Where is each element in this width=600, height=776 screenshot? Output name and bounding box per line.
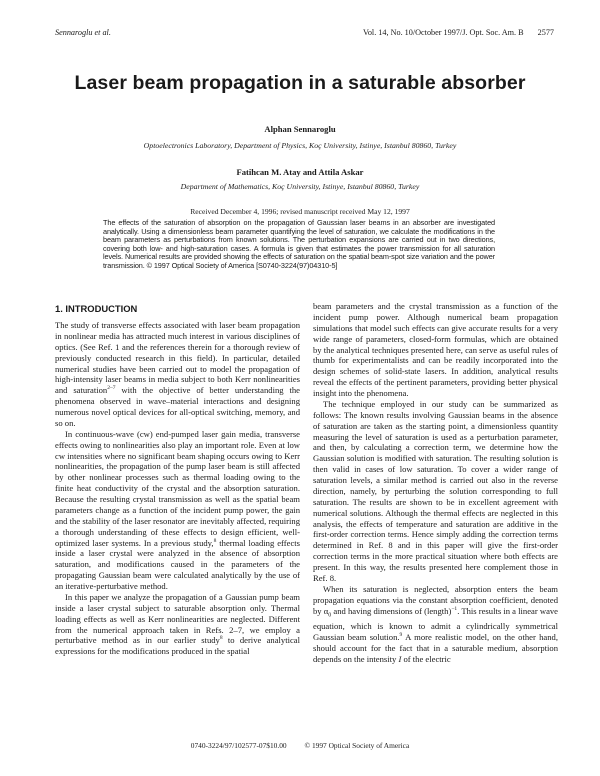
paragraph: beam parameters and the crystal transmission as a function of the incident pump power. Although numerical beam propagation simulations that model such effects can give accurate results for a very wide range of parameters, closed-form formulas, which are obtained by the analytical techniques presented here, can serve as useful rules of thumb for experimentalists and can be readily incorporated into the design schemes of solid-state lasers. In addition, analytical results reveal the effects of the pertinent parameters, providing better physical insight into the phenomena. <box>313 301 558 398</box>
affiliation-2: Department of Mathematics, Koç University, Istinye, Istanbul 80860, Turkey <box>180 182 420 191</box>
paragraph: The study of transverse effects associated with laser beam propagation in nonlinear media has attracted much interest in various disciplines of optics. (See Ref. 1 and the references therein for a thorough review of previously conducted research in this field). In particular, detailed numerical studies have been carried out to model the propagation of high-intensity laser beams in media subject to both Kerr nonlinearities and saturation$^{2-7}$ with the objective of better understanding the phenomena observed in wave–material interactions and designing numerous novel optical devices for all-optical switching, memory, and so on. <box>55 320 300 428</box>
right-column <box>313 301 558 665</box>
subscript: 0 <box>328 612 332 619</box>
paragraph: In continuous-wave (cw) end-pumped laser gain media, transverse effects owing to nonlinearities also play an important role. Even at low cw intensities where no significant beam shaping occurs owing to Kerr nonlinearities, the propagation of the pump laser beam is still affected by other nonlinear processes such as thermal loading owing to the finite heat conductivity of the crystal and the absorption saturation. Because the resulting crystal transmission as well as the spatial beam parameters change as a function of the incident pump power, the gain and the stability of the laser resonator are inevitably affected, requiring a thorough understanding of these effects to design efficient, well-optimized laser systems. In a previous study,$^8$ thermal loading effects inside a laser crystal were analyzed in the absence of absorption saturation, and modifications caused in the parameters of the propagating Gaussian beam were calculated analytically by the use of an iterative-perturbative method. <box>55 428 300 591</box>
citation: 8 <box>213 537 217 544</box>
running-head <box>55 28 554 37</box>
affiliation-1: Optoelectronics Laboratory, Department of Physics, Koç University, Istinye, Istanbul 80860, Turkey <box>143 141 457 150</box>
running-head-author: Sennaroglu et al. <box>55 28 111 37</box>
received-dates: Received December 4, 1996; revised manuscript received May 12, 1997 <box>190 207 410 216</box>
copyright: © 1997 Optical Society of America <box>304 741 410 750</box>
article-code: 0740-3224/97/102577-07$10.00 <box>190 741 287 750</box>
author-line-2: Fatihcan M. Atay and Attila Askar <box>236 167 364 177</box>
paper-title: Laser beam propagation in a saturable absorber <box>74 72 526 94</box>
paragraph: The technique employed in our study can be summarized as follows: The known results involving Gaussian beams in the absence of saturation are taken as the starting point, a dimensionless quantity measuring the level of saturation is used as a perturbation parameter, and then, by calculating a correction term, we determine how the Gaussian solution is modified with saturation. The resulting solution is then valid in cases of low saturation. To cover a wider range of saturation levels, a similar method is carried out also in the reverse direction, namely, by perturbing the solution corresponding to full saturation. The results are shown to be in excellent agreement with numerical solutions. Although the thermal effects are neglected in this analysis, the effects of temperature and saturation are additive in the first-order correction terms. Hence simply adding the correction terms determined in Ref. 8 and in this paper will give the first-order correction terms in the more practical situation where both effects are present. In this way, the results presented here complement those in Ref. 8. <box>313 398 558 583</box>
author-line-1: Alphan Sennaroglu <box>264 124 336 134</box>
paragraph: In this paper we analyze the propagation of a Gaussian pump beam inside a laser crystal subject to saturable absorption only. Thermal loading effects as well as Kerr nonlinearities are neglected. Different from the numerical approach taken in Refs. 2–7, we employ a perturbative method as in our earlier study$^8$ to derive analytical expressions for the modifications produced in the spatial <box>55 591 300 657</box>
citation: 9 <box>399 632 403 639</box>
page-number: 2577 <box>537 28 554 37</box>
exponent: −1 <box>451 605 458 612</box>
running-head-journal <box>349 28 554 37</box>
citation: 2–7 <box>107 385 116 392</box>
section-heading: 1. INTRODUCTION <box>55 303 138 314</box>
page-footer <box>0 741 600 750</box>
paragraph: When its saturation is neglected, absorption enters the beam propagation equations via the constant absorption coefficient, denoted by $\alpha_0$ and having dimensions of (length)$^{-1}$. This results in a linear wave equation, which is known to admit a cylindrically symmetrical Gaussian beam solution.$^9$ A more realistic model, on the other hand, should account for the fact that in a saturable medium, absorption depends on the intensity I of the electric <box>313 583 558 664</box>
abstract: The effects of the saturation of absorption on the propagation of Gaussian laser beams in an absorber are investigated analytically. Using a dimensionless beam parameter quantifying the level of saturation, we calculate the modifications in the beam parameters as perturbations from known solutions. The perturbation expansions are carried out in two directions, covering both low- and high-saturation cases. A formula is given that estimates the power transmission for all saturation levels. Numerical results are provided showing the effects of saturation on the spatial beam-spot size variation and the power transmission. © 1997 Optical Society of America [S0740-3224(97)04310-5] <box>103 218 495 270</box>
symbol: I <box>398 653 402 664</box>
journal-citation: Vol. 14, No. 10/October 1997/J. Opt. Soc. Am. B <box>362 28 524 37</box>
left-column <box>55 303 300 657</box>
citation: 8 <box>219 635 223 642</box>
